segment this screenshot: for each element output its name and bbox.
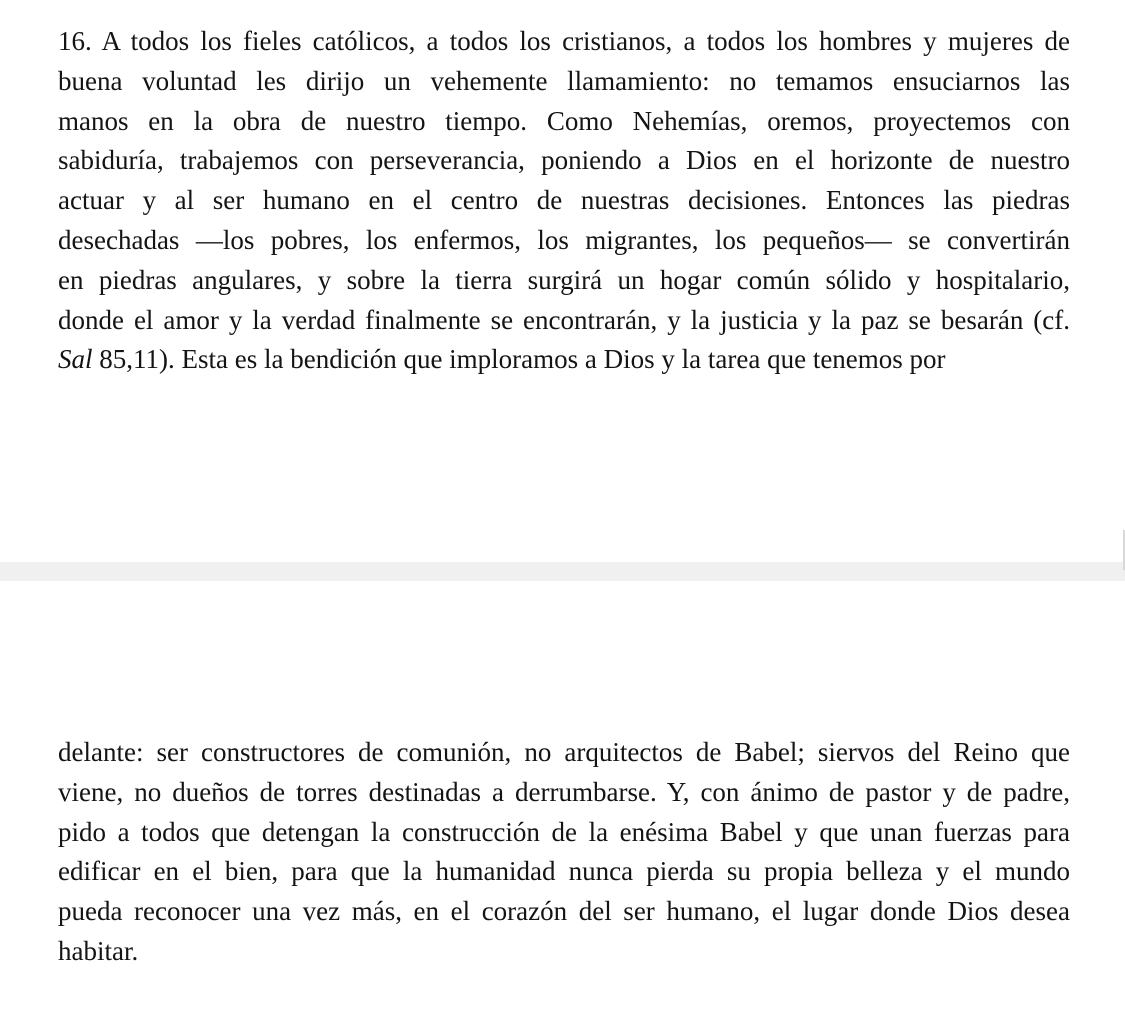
- text-line: pueda reconocer una vez más, en el corazón del ser humano, el lugar donde Dios desea: [58, 896, 1070, 927]
- paragraph-16-part-1: [58, 22, 1070, 380]
- text-line: viene, no dueños de torres destinadas a derrumbarse. Y, con ánimo de pastor y de padre,: [58, 776, 1070, 807]
- text-line: desechadas —los pobres, los enfermos, los migrantes, los pequeños— se convertirán: [58, 224, 1070, 255]
- text-line: buena voluntad les dirijo un vehemente llamamiento: no temamos ensuciarnos las: [58, 65, 1070, 96]
- text-line: delante: ser constructores de comunión, no arquitectos de Babel; siervos del Reino que: [58, 737, 1070, 767]
- text-line-rest: 85,11). Esta es la bendición que imploramos a Dios y la tarea que tenemos por: [92, 344, 946, 375]
- text-line: pido a todos que detengan la construcción de la enésima Babel y que unan fuerzas para: [58, 816, 1070, 847]
- text-line: sabiduría, trabajemos con perseverancia, poniendo a Dios en el horizonte de nuestro: [58, 145, 1070, 176]
- paragraph-16-part-2: [58, 733, 1070, 972]
- page-separator: [0, 562, 1125, 581]
- text-line-with-citation: [58, 340, 1070, 380]
- text-line: habitar.: [58, 935, 139, 966]
- text-line: edificar en el bien, para que la humanidad nunca pierda su propia belleza y el mundo: [58, 856, 1070, 887]
- citation-book-abbrev: Sal: [58, 344, 93, 375]
- text-line: 16. A todos los fieles católicos, a todos los cristianos, a todos los hombres y mujeres de: [58, 26, 1070, 56]
- text-line: donde el amor y la verdad finalmente se encontrarán, y la justicia y la paz se besarán (cf.: [58, 304, 1070, 335]
- text-line: actuar y al ser humano en el centro de nuestras decisiones. Entonces las piedras: [58, 185, 1070, 216]
- text-line: en piedras angulares, y sobre la tierra surgirá un hogar común sólido y hospitalario,: [58, 264, 1070, 295]
- text-line: manos en la obra de nuestro tiempo. Como Nehemías, oremos, proyectemos con: [58, 105, 1070, 136]
